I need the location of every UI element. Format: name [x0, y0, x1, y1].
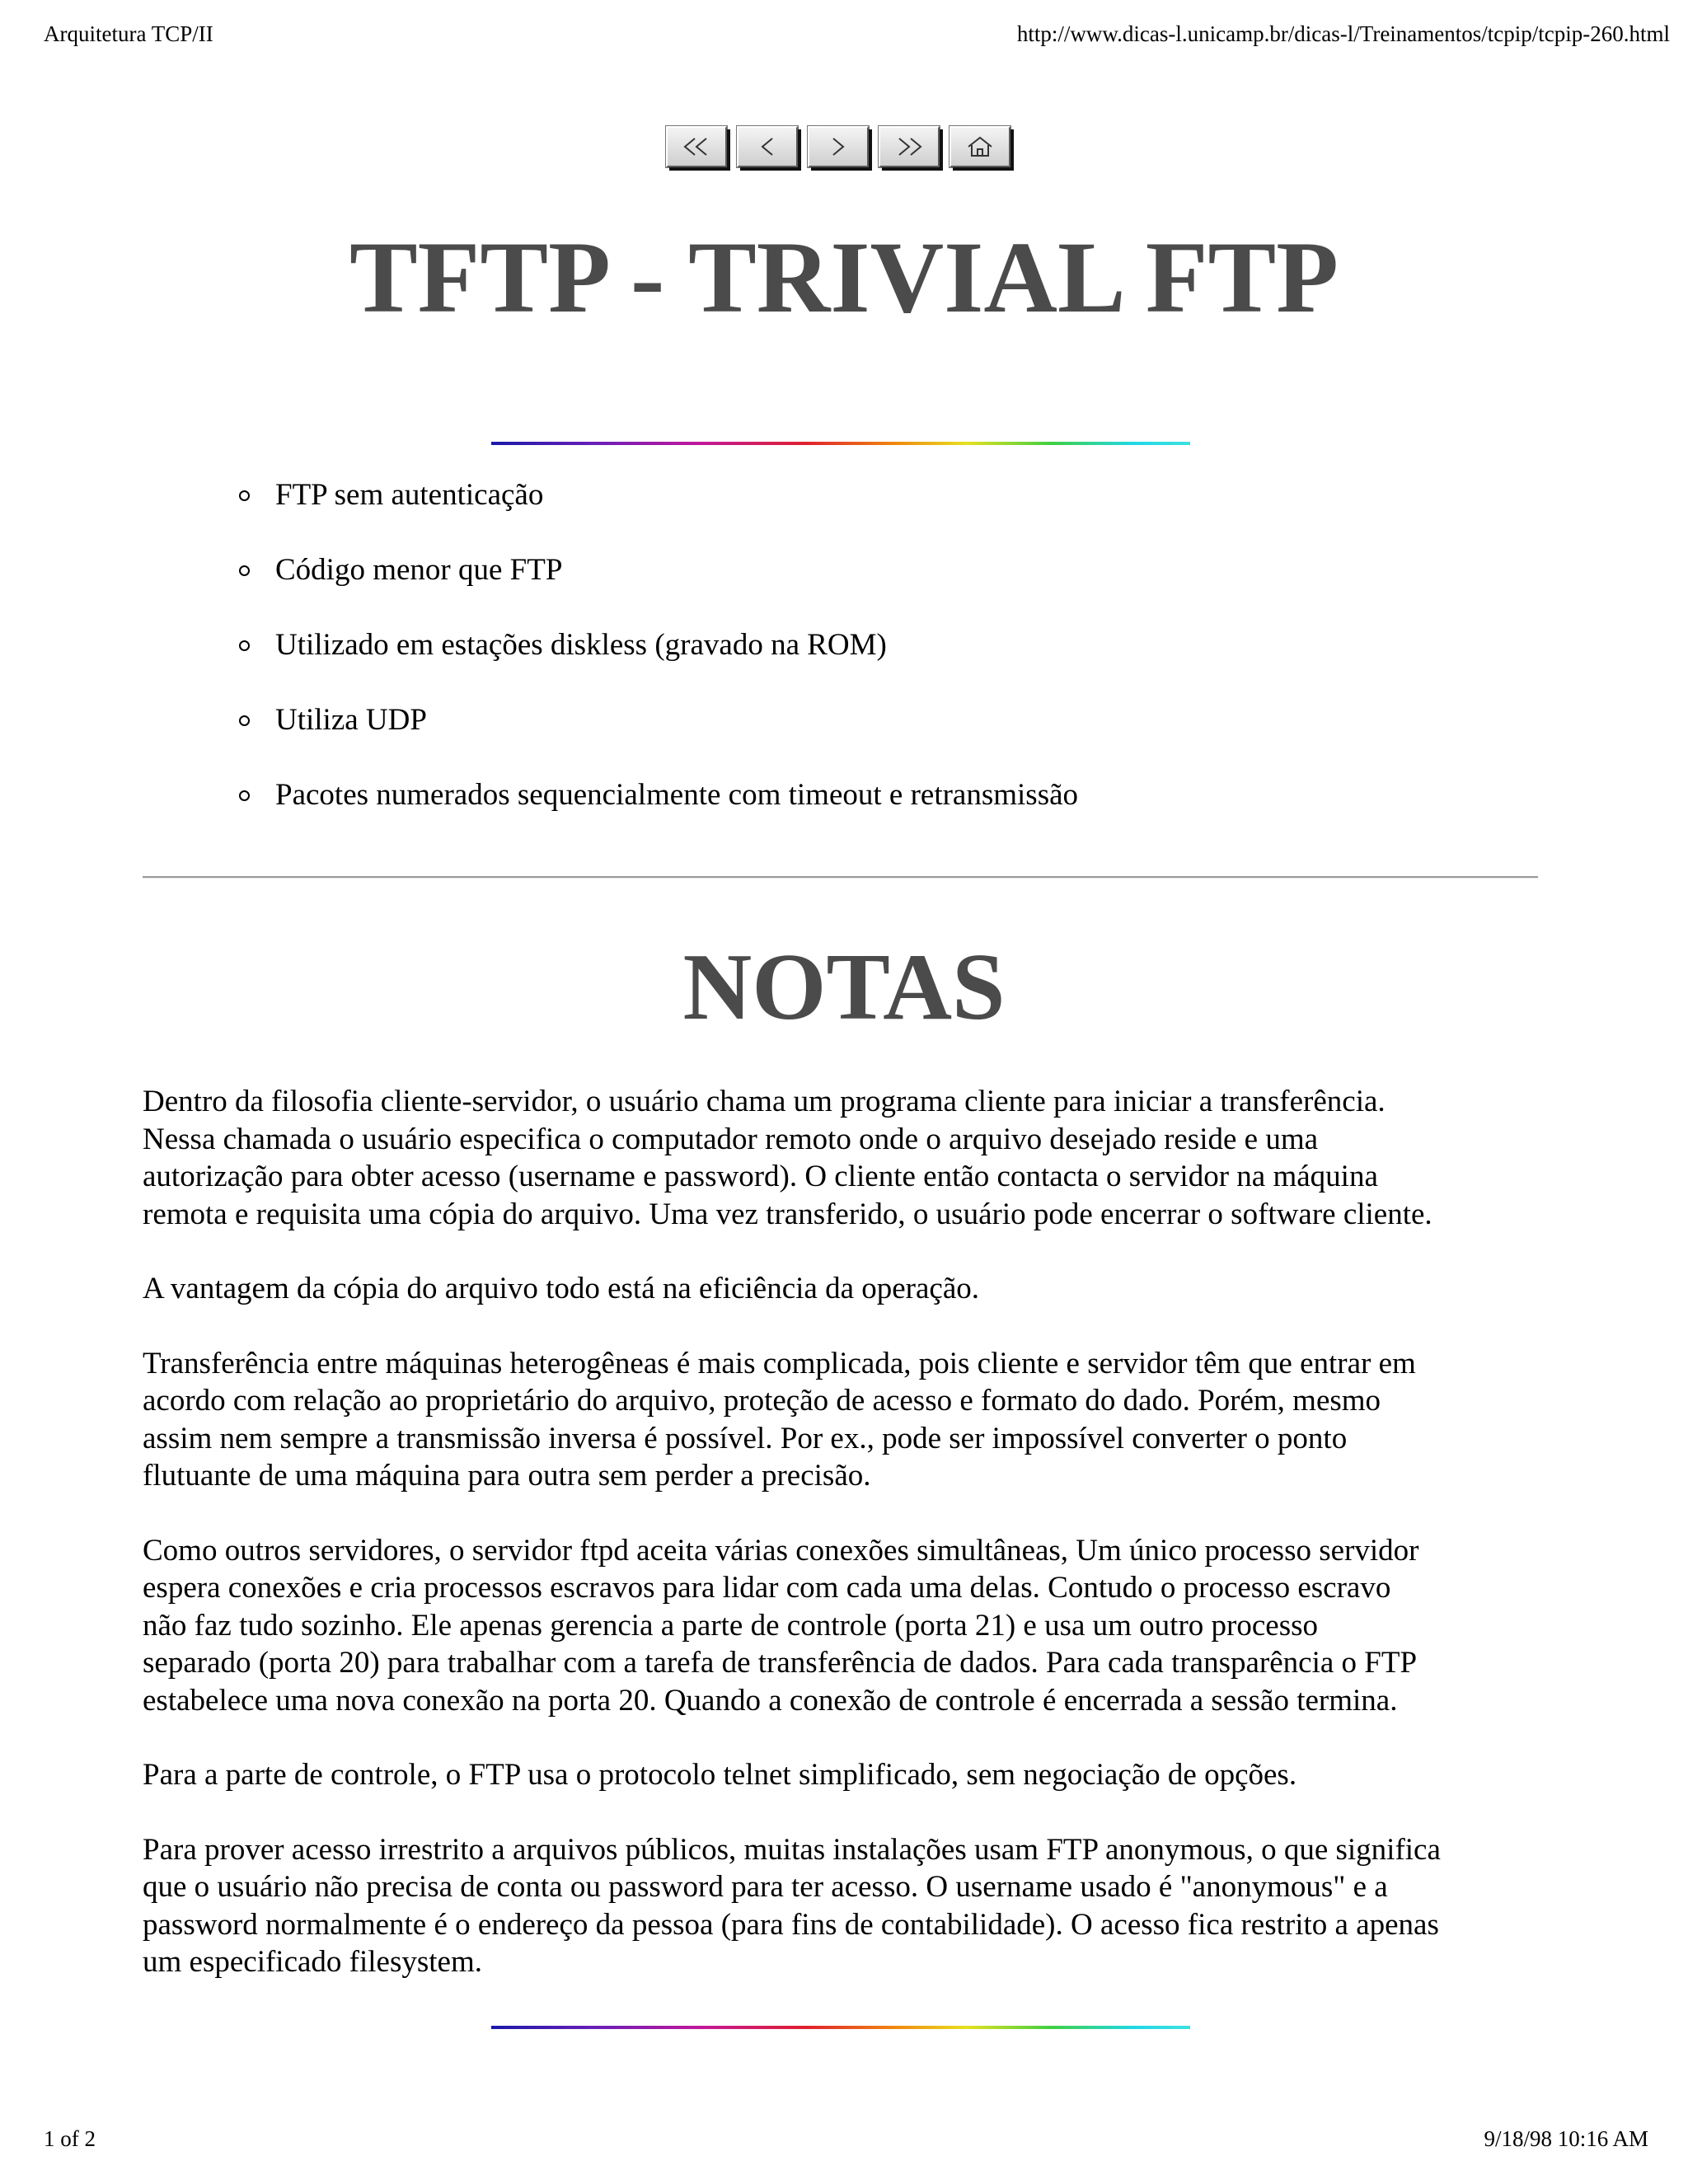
print-header-title: Arquitetura TCP/II [44, 21, 213, 46]
circle-bullet-icon [239, 640, 250, 651]
right-arrow-icon [822, 136, 855, 157]
circle-bullet-icon [239, 565, 250, 576]
previous-page-button[interactable] [737, 126, 798, 167]
double-left-arrow-icon [680, 136, 713, 157]
double-right-arrow-icon [893, 136, 926, 157]
list-item: Código menor que FTP [239, 551, 1078, 589]
notes-paragraph: Como outros servidores, o servidor ftpd aceita várias conexões simultâneas, Um único processo servidor espera conexões e cria processos escravos para lidar com cada uma delas. Contudo o processo escravo não faz tudo sozinho. Ele apenas gerencia a parte de controle (porta 21) e usa um outro processo separado (porta 20) para trabalhar com a tarefa de transferência de dados. Para cada transparência o FTP estabelece uma nova conexão na porta 20. Quando a conexão de controle é encerrada a sessão termina. [143, 1533, 1419, 1718]
notes-body [143, 1083, 1544, 2018]
list-item: Pacotes numerados sequencialmente com timeout e retransmissão [239, 776, 1078, 814]
circle-bullet-icon [239, 715, 250, 726]
notes-paragraph: Transferência entre máquinas heterogêneas é mais complicada, pois cliente e servidor têm que entrar em acordo com relação ao proprietário do arquivo, proteção de acesso e formato do dado. Porém, mesmo assim nem sempre a transmissão inversa é possível. Por ex., pode ser impossível converter o ponto flutuante de uma máquina para outra sem perder a precisão. [143, 1346, 1416, 1493]
notes-heading: NOTAS [682, 935, 1006, 1040]
next-page-button[interactable] [808, 126, 869, 167]
print-header-url: http://www.dicas-l.unicamp.br/dicas-l/Treinamentos/tcpip/tcpip-260.html [1016, 21, 1670, 46]
circle-bullet-icon [239, 790, 250, 801]
page-counter: 1 of 2 [44, 2126, 96, 2151]
notes-paragraph: Para a parte de controle, o FTP usa o protocolo telnet simplificado, sem negociação de opções. [143, 1758, 1297, 1792]
list-item: Utiliza UDP [239, 701, 1078, 739]
navigation-bar [666, 126, 1012, 176]
left-arrow-icon [751, 136, 784, 157]
notes-paragraph: Para prover acesso irrestrito a arquivos públicos, muitas instalações usam FTP anonymous, o que significa que o usuário não precisa de conta ou password para ter acesso. O username usado é "anonymous" e a password normalmente é o endereço da pessoa (para fins de contabilidade). O acesso fica restrito a apenas um especificado filesystem. [143, 1832, 1441, 1979]
home-icon [964, 134, 996, 159]
notes-paragraph: A vantagem da cópia do arquivo todo está na eficiência da operação. [143, 1272, 980, 1305]
last-page-button[interactable] [879, 126, 940, 167]
home-button[interactable] [950, 126, 1010, 167]
notes-paragraph: Dentro da filosofia cliente-servidor, o usuário chama um programa cliente para iniciar a transferência. Nessa chamada o usuário especifica o computador remoto onde o arquivo desejado reside e uma autorização para obter acesso (username e password). O cliente então contacta o servidor na máquina remota e requisita uma cópia do arquivo. Uma vez transferido, o usuário pode encerrar o software cliente. [143, 1085, 1432, 1231]
list-item: Utilizado em estações diskless (gravado na ROM) [239, 626, 1078, 664]
horizontal-rule [143, 876, 1538, 879]
list-item: FTP sem autenticação [239, 476, 1078, 514]
rainbow-divider-bottom [491, 2026, 1190, 2029]
print-timestamp: 9/18/98 10:16 AM [1484, 2126, 1648, 2151]
first-page-button[interactable] [666, 126, 727, 167]
page-title: TFTP - TRIVIAL FTP [349, 221, 1339, 334]
feature-list [239, 476, 1078, 851]
circle-bullet-icon [239, 490, 250, 501]
rainbow-divider-top [491, 442, 1190, 445]
